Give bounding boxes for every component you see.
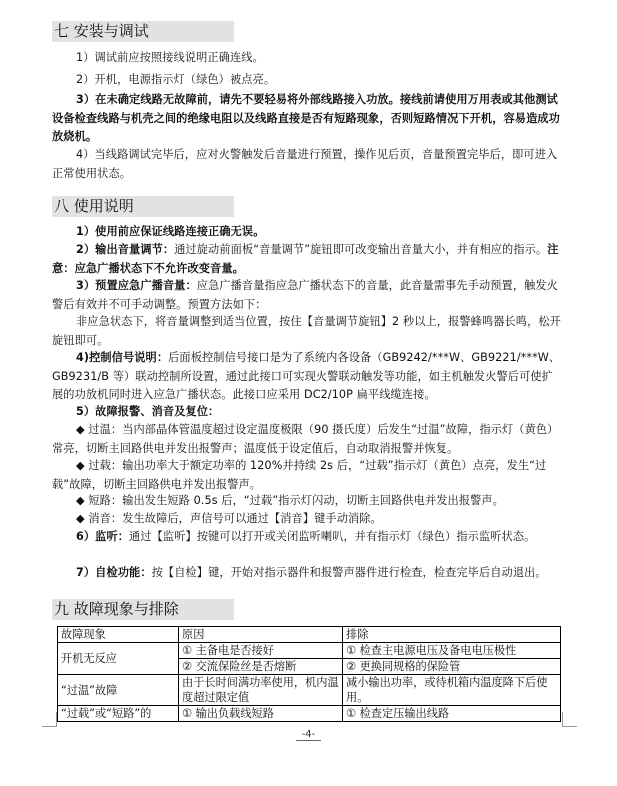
s8-item-5-short: ◆ 短路：输出发生短路 0.5s 后，“过载”指示灯闪动，切断主回路供电并发出报警声。 [76, 494, 504, 507]
table-row [58, 643, 561, 659]
page-number: -4- [0, 729, 617, 740]
s7-item-1: 1）调试前应按照接线说明正确连线。 [76, 51, 264, 64]
table-row [58, 706, 561, 722]
table-cell-fix: ② 更换同规格的保险管 [343, 659, 561, 675]
s8-item-6: 6）监听：通过【监听】按键可以打开或关闭监听喇叭，并有指示灯（绿色）指示监听状态。 [76, 530, 536, 543]
section-7-heading: 七 安装与调试 [52, 21, 234, 42]
s8-item-2-note: 注意：应急广播状态下不允许改变音量。 [52, 243, 559, 275]
s8-item-3: 3）预置应急广播音量：应急广播音量指应急广播状态下的音量，此音量需事先手动预置，触发火警后有效并不可手动调整。预置方法如下： [52, 279, 558, 311]
table-cell-fix: 减小输出功率，或待机箱内温度降下后使用。 [343, 675, 561, 706]
table-cell-symptom: “过载”或“短路”的 [58, 706, 179, 722]
s7-item-2: 2）开机，电源指示灯（绿色）被点亮。 [76, 73, 276, 86]
table-row [58, 675, 561, 706]
section-8-heading: 八 使用说明 [52, 196, 234, 217]
s8-item-4: 4)控制信号说明：后面板控制信号接口是为了系统内各设备（GB9242/***W、GB9221/***W、GB9231/B 等）联动控制所设置，通过此接口可实现火警联动触发等功能，如主机触发火警后可使扩展的功放机同时进入应急广播状态。此接口应采用 DC2/10P 扁平线缆连接。 [52, 351, 561, 401]
s8-item-1: 1）使用前应保证线路连接正确无误。 [76, 225, 265, 238]
s8-item-7-label: 7）自检功能： [76, 566, 152, 579]
table-header-row [58, 627, 561, 643]
table-cell-cause: ② 交流保险丝是否熔断 [179, 659, 343, 675]
s8-item-2: 2）输出音量调节：通过旋动前面板“音量调节”旋钮即可改变输出音量大小，并有相应的指示。注意：应急广播状态下不允许改变音量。 [52, 243, 559, 275]
table-header-symptom: 故障现象 [58, 627, 179, 643]
table-cell-cause: ① 主备电是否接好 [179, 643, 343, 659]
table-cell-cause: ① 输出负载线短路 [179, 706, 343, 722]
s8-item-5: 5）故障报警、消音及复位： [76, 405, 220, 418]
s8-item-5-overload: ◆ 过载：输出功率大于额定功率的 120%并持续 2s 后，“过载”指示灯（黄色）点亮，发生“过载”故障，切断主回路供电并发出报警声。 [52, 459, 547, 491]
table-cell-symptom: 开机无反应 [58, 643, 179, 675]
table-cell-cause: 由于长时间满功率使用，机内温度超过限定值 [179, 675, 343, 706]
table-cell-symptom: “过温”故障 [58, 675, 179, 706]
s8-item-6-label: 6）监听： [76, 530, 130, 543]
s8-item-7: 7）自检功能：按【自检】键，开始对指示器件和报警声器件进行检查，检查完毕后自动退出。 [76, 566, 547, 579]
section-9-heading: 九 故障现象与排除 [52, 599, 234, 620]
crop-mark-right [562, 712, 577, 727]
s7-item-3: 3）在未确定线路无故障前，请先不要轻易将外部线路接入功放。接线前请使用万用表或其他测试设备检查线路与机壳之间的绝缘电阻以及线路直接是否有短路现象，否则短路情况下开机，容易造成功放烧机。 [52, 93, 560, 143]
s8-item-3-method: 非应急状态下，将音量调整到适当位置，按住【音量调节旋钮】2 秒以上，报警蜂鸣器长鸣，松开旋钮即可。 [52, 315, 561, 347]
s8-item-2-label: 2）输出音量调节： [76, 243, 175, 256]
s8-item-4-label: 4)控制信号说明： [76, 351, 169, 364]
fault-table [57, 626, 561, 722]
s8-item-5-mute: ◆ 消音：发生故障后，声信号可以通过【消音】键手动消除。 [76, 512, 382, 525]
table-header-fix: 排除 [343, 627, 561, 643]
s8-item-5-overtemp: ◆ 过温：当内部晶体管温度超过设定温度极限（90 摄氏度）后发生“过温”故障，指示灯（黄色）常亮，切断主回路供电并发出报警声；温度低于设定值后，自动取消报警并恢复。 [52, 423, 559, 455]
s7-item-4: 4）当线路调试完毕后，应对火警触发后音量进行预置，操作见后页，音量预置完毕后，即可进入正常使用状态。 [52, 148, 558, 180]
table-header-cause: 原因 [179, 627, 343, 643]
table-cell-fix: ① 检查主电源电压及备电电压极性 [343, 643, 561, 659]
table-cell-fix: ① 检查定压输出线路 [343, 706, 561, 722]
s8-item-3-label: 3）预置应急广播音量： [76, 279, 197, 292]
crop-mark-left [42, 712, 57, 727]
